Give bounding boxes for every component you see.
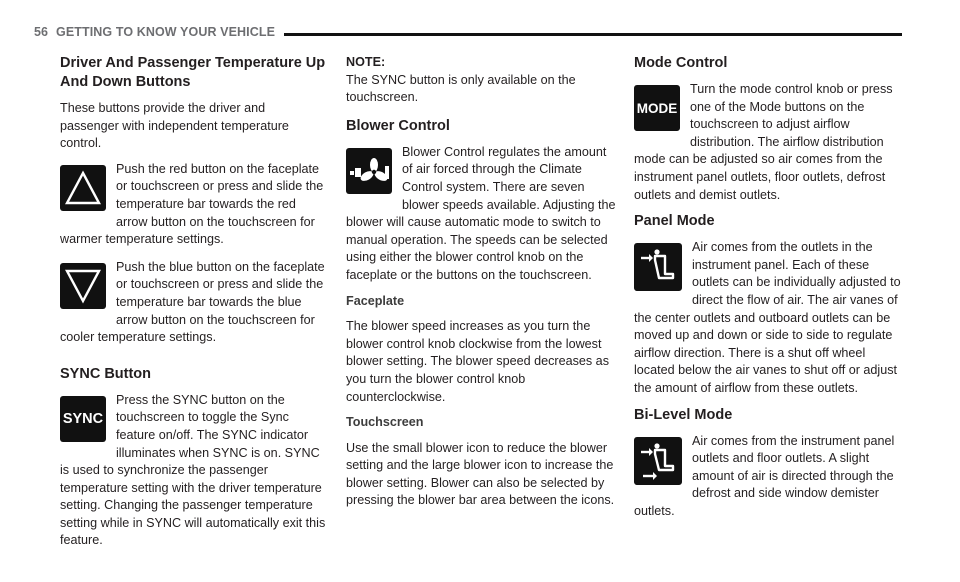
page-number: 56	[34, 25, 48, 39]
panel-text: Air comes from the outlets in the instrument panel. Each of these outlets can be individually adjusted to direct the flow of air. The air vanes of the center outlets and outboard outlets can be moved up and down or side to side to regulate airflow direction. There is a shut off wheel located below the air vanes to shut off or adjust the amount of airflow from these outlets.	[634, 240, 901, 395]
temp-up-block	[60, 161, 326, 257]
note	[346, 54, 618, 107]
sync-icon-label: SYNC	[62, 410, 104, 427]
panel-mode-icon	[634, 243, 682, 291]
bilevel-heading: Bi-Level Mode	[634, 406, 733, 423]
note-text: The SYNC button is only available on the touchscreen.	[346, 72, 576, 105]
temp-down-text: Push the blue button on the faceplate or touchscreen or press and slide the temperature bar towards the blue arrow button on the touchscreen for cooler temperature settings.	[60, 259, 325, 345]
panel-block	[634, 239, 906, 405]
temp-down-block	[60, 259, 326, 355]
temp-buttons-intro: These buttons provide the driver and passenger with independent temperature control.	[60, 101, 289, 151]
touchscreen-label: Touchscreen	[346, 415, 424, 430]
sync-text-icon	[60, 396, 106, 442]
note-label: NOTE:	[346, 55, 386, 69]
panel-heading: Panel Mode	[634, 213, 715, 230]
faceplate-text: The blower speed increases as you turn the blower control knob clockwise from the lowest blower setting. The blower speed decreases as you turn the blower control knob counterclockwise.	[346, 319, 609, 404]
mode-block	[634, 81, 906, 212]
bi-level-mode-icon	[634, 437, 682, 485]
temp-up-text: Push the red button on the faceplate or touchscreen or press and slide the temperature bar towards the red arrow button on the touchscreen for warmer temperature settings.	[60, 161, 324, 247]
mode-text-icon	[634, 85, 680, 131]
sync-block	[60, 392, 326, 558]
blower-heading: Blower Control	[346, 117, 450, 134]
sync-text: Press the SYNC button on the touchscreen to toggle the Sync feature on/off. The SYNC indicator illuminates when SYNC is on. SYNC is used to synchronize the passenger temperature setting with the driver temperature setting. Changing the passenger temperature setting while in SYNC will automatically exit this feature.	[60, 392, 326, 548]
faceplate-label: Faceplate	[346, 293, 405, 308]
sync-heading: SYNC Button	[60, 365, 152, 382]
blower-fan-icon	[346, 148, 392, 194]
page-header	[34, 25, 902, 43]
touchscreen-text: Use the small blower icon to reduce the blower setting and the large blower icon to increase the blower setting. Blower can also be selected by pressing the blower bar area between the icons.	[346, 440, 615, 508]
bilevel-text: Air comes from the instrument panel outlets and floor outlets. A slight amount of air is directed through the defrost and side window demister outlets.	[634, 433, 895, 518]
mode-icon-label: MODE	[636, 100, 678, 116]
section-title: GETTING TO KNOW YOUR VEHICLE	[56, 25, 276, 39]
temp-buttons-heading: Driver And Passenger Temperature Up And Down Buttons	[60, 55, 326, 90]
blower-block	[346, 144, 618, 293]
mode-heading: Mode Control	[634, 55, 728, 71]
header-rule	[284, 33, 902, 36]
bilevel-block	[634, 433, 906, 529]
triangle-down-icon	[60, 263, 106, 309]
mode-text: Turn the mode control knob or press one of the Mode buttons on the touchscreen to adjust airflow distribution. The airflow distribution mode can be adjusted so air comes from the instrument panel outlets, floor outlets, defrost outlets and demist outlets.	[634, 82, 893, 202]
column-1	[60, 54, 326, 558]
column-2	[346, 54, 618, 518]
column-3	[634, 54, 906, 528]
triangle-up-icon	[60, 165, 106, 211]
blower-text: Blower Control regulates the amount of air forced through the Climate Control system. There are seven blower speeds available. Adjusting the blower will cause automatic mode to switch to manual operation. The speeds can be selected using either the blower control knob on the faceplate or the buttons on the touchscreen.	[346, 144, 616, 282]
